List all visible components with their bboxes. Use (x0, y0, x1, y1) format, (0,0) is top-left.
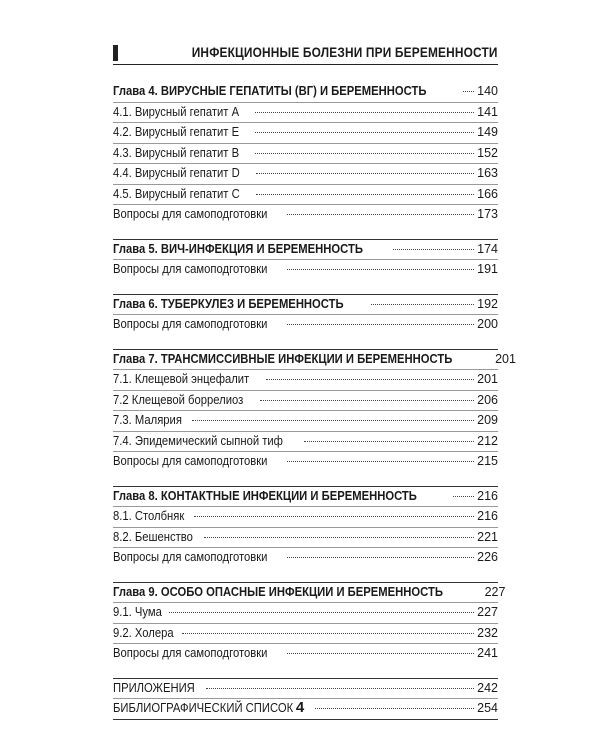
dot-leader (287, 324, 475, 325)
toc-entry-page: 209 (477, 413, 498, 427)
toc-entry-title: 9.2. Холера (113, 625, 174, 640)
toc-entry-page: 141 (477, 104, 498, 119)
toc-entry-row[interactable] (113, 391, 498, 412)
toc-entry-page: 174 (477, 241, 498, 256)
toc-entry-row[interactable] (113, 411, 498, 432)
toc-entry-page: 163 (477, 166, 498, 180)
dot-leader (287, 461, 475, 462)
toc-entry-row[interactable] (113, 260, 498, 280)
toc-entry-title: 8.1. Столбняк (113, 509, 185, 523)
dot-leader (393, 249, 474, 250)
dot-leader (463, 91, 474, 92)
toc-section (113, 82, 498, 239)
toc-chapter-row[interactable] (113, 82, 498, 103)
toc-section (113, 294, 498, 349)
toc-entry-title: 4.2. Вирусный гепатит Е (113, 125, 240, 139)
toc-section (113, 582, 506, 678)
dot-leader (287, 557, 475, 558)
dot-leader (304, 441, 474, 442)
dot-leader (206, 688, 474, 689)
toc-entry-title: БИБЛИОГРАФИЧЕСКИЙ СПИСОК (113, 701, 294, 715)
toc-entry-page: 216 (477, 488, 498, 503)
dot-leader (169, 612, 474, 613)
dot-leader (204, 537, 474, 538)
toc-entry-title: ПРИЛОЖЕНИЯ (113, 680, 195, 695)
toc-entry-row[interactable] (113, 315, 498, 335)
toc-entry-page: 201 (477, 372, 498, 386)
header-title: ИНФЕКЦИОННЫЕ БОЛЕЗНИ ПРИ БЕРЕМЕННОСТИ (192, 45, 498, 60)
toc-entry-title: 7.1. Клещевой энцефалит (113, 372, 250, 386)
running-header (113, 40, 498, 65)
toc-entry-title: Глава 9. ОСОБО ОПАСНЫЕ ИНФЕКЦИИ И БЕРЕМЕННОСТЬ (113, 584, 443, 599)
dot-leader (256, 173, 474, 174)
toc-entry-page: 200 (477, 317, 498, 331)
toc-chapter-row[interactable] (113, 240, 498, 261)
toc-entry-row[interactable] (113, 603, 498, 624)
toc-entry-page: 216 (477, 509, 498, 523)
toc-chapter-row[interactable] (113, 583, 506, 604)
dot-leader (192, 420, 475, 421)
dot-leader (182, 633, 474, 634)
toc-entry-page: 232 (477, 625, 498, 640)
toc-entry-title: Вопросы для самоподготовки (113, 317, 268, 331)
toc-entry-title: 4.5. Вирусный гепатит С (113, 186, 240, 201)
toc-entry-row[interactable] (113, 103, 498, 124)
toc-entry-page: 226 (477, 550, 498, 564)
toc-entry-title: Вопросы для самоподготовки (113, 550, 268, 564)
toc-entry-title: Глава 6. ТУБЕРКУЛЕЗ И БЕРЕМЕННОСТЬ (113, 296, 344, 311)
toc-entry-row[interactable] (113, 432, 498, 453)
toc-entry-title: Глава 7. ТРАНСМИССИВНЫЕ ИНФЕКЦИИ И БЕРЕМЕННОСТЬ (113, 351, 453, 366)
toc-entry-row[interactable] (113, 144, 498, 165)
dot-leader (255, 112, 474, 113)
header-bar-mark (113, 45, 118, 61)
toc-chapter-row[interactable] (113, 487, 498, 508)
toc-chapter-row[interactable] (113, 350, 516, 371)
dot-leader (255, 132, 474, 133)
toc-section (113, 239, 498, 294)
toc-chapter-row[interactable] (113, 295, 498, 316)
dot-leader (287, 269, 475, 270)
toc-entry-row[interactable] (113, 205, 498, 225)
toc-entry-row[interactable] (113, 528, 498, 549)
dot-leader (287, 214, 475, 215)
toc-entry-page: 192 (477, 296, 498, 311)
toc-entry-title: 4.4. Вирусный гепатит D (113, 166, 240, 180)
toc-entry-title: 4.3. Вирусный гепатит В (113, 145, 240, 160)
dot-leader (194, 516, 474, 517)
toc-entry-row[interactable] (113, 644, 498, 664)
dot-leader (255, 153, 474, 154)
toc-entry-page: 140 (477, 84, 498, 98)
toc-entry-row[interactable] (113, 548, 498, 568)
toc-entry-page: 191 (477, 262, 498, 276)
toc-entry-page: 242 (477, 680, 498, 695)
toc-entry-page: 149 (477, 125, 498, 139)
toc-entry-title: Глава 4. ВИРУСНЫЕ ГЕПАТИТЫ (ВГ) И БЕРЕМЕННОСТЬ (113, 84, 427, 98)
toc-entry-page: 227 (477, 605, 498, 619)
toc-entry-row[interactable] (113, 123, 498, 144)
toc-entry-page: 254 (477, 701, 498, 715)
toc-entry-row[interactable] (113, 452, 498, 472)
toc-entry-row[interactable] (113, 370, 498, 391)
toc-entry-row[interactable] (113, 507, 498, 528)
toc-entry-page: 166 (477, 186, 498, 201)
toc-entry-title: Вопросы для самоподготовки (113, 207, 268, 221)
toc-entry-title: Глава 5. ВИЧ-ИНФЕКЦИЯ И БЕРЕМЕННОСТЬ (113, 241, 363, 256)
toc-entry-row[interactable] (113, 185, 498, 206)
toc-entry-page: 201 (495, 351, 516, 366)
toc-entry-page: 152 (477, 145, 498, 160)
toc-entry-page: 206 (477, 392, 498, 407)
dot-leader (287, 653, 475, 654)
toc-entry-title: 7.4. Эпидемический сыпной тиф (113, 433, 283, 448)
toc-entry-title: Вопросы для самоподготовки (113, 454, 268, 468)
toc-entry-title: Вопросы для самоподготовки (113, 262, 268, 276)
toc-entry-page: 227 (484, 584, 506, 599)
toc-entry-row[interactable] (113, 624, 498, 645)
dot-leader (266, 379, 474, 380)
toc-entry-page: 173 (477, 207, 498, 221)
toc-entry-page: 241 (477, 646, 498, 660)
toc-entry-row[interactable] (113, 679, 498, 700)
toc-section (113, 349, 516, 486)
dot-leader (371, 304, 474, 305)
toc-entry-title: 7.2 Клещевой боррелиоз (113, 392, 244, 407)
toc-entry-title: Вопросы для самоподготовки (113, 646, 268, 660)
toc-entry-page: 221 (477, 529, 498, 544)
toc-entry-page: 212 (477, 433, 498, 448)
table-of-contents (113, 82, 516, 720)
dot-leader (260, 400, 474, 401)
dot-leader (453, 496, 475, 497)
dot-leader (256, 194, 474, 195)
toc-entry-title: 7.3. Малярия (113, 413, 182, 427)
toc-entry-row[interactable] (113, 164, 498, 185)
toc-section (113, 486, 498, 582)
page-number: 4 (295, 699, 305, 716)
toc-entry-title: 9.1. Чума (113, 605, 162, 619)
toc-entry-title: 8.2. Бешенство (113, 529, 193, 544)
toc-entry-title: Глава 8. КОНТАКТНЫЕ ИНФЕКЦИИ И БЕРЕМЕННОСТЬ (113, 488, 417, 503)
toc-entry-page: 215 (477, 454, 498, 468)
toc-entry-title: 4.1. Вирусный гепатит А (113, 104, 240, 119)
